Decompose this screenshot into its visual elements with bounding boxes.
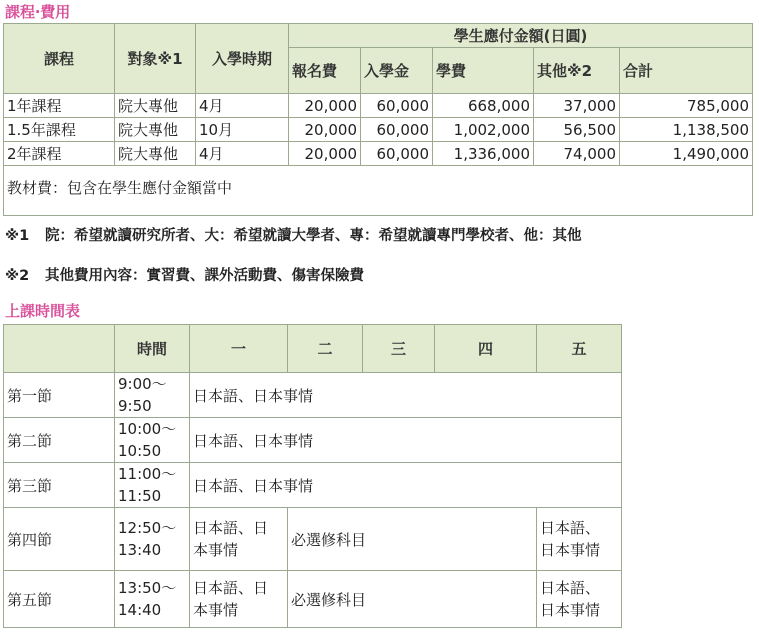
- table-row: [4, 118, 753, 142]
- admission-fee: 60,000: [361, 142, 433, 166]
- mon-subject: [190, 571, 288, 628]
- header-period: [4, 325, 115, 373]
- application-fee: 20,000: [289, 94, 361, 118]
- enroll-month: 4月: [196, 94, 289, 118]
- time-end: 11:50: [118, 487, 162, 505]
- fri-subject: [537, 508, 622, 571]
- subject-line: 日本事情: [540, 601, 601, 619]
- tuition: 1,002,000: [433, 118, 534, 142]
- period-label: 第三節: [4, 463, 115, 508]
- note-1: [5, 227, 582, 245]
- tuition: 668,000: [433, 94, 534, 118]
- header-time: 時間: [115, 325, 190, 373]
- header-admission-fee: 入學金: [361, 48, 433, 94]
- time-end: 13:40: [118, 541, 162, 559]
- total-fee: 1,138,500: [620, 118, 753, 142]
- enroll-month: 10月: [196, 118, 289, 142]
- header-course: 課程: [4, 24, 115, 94]
- header-fri: 五: [537, 325, 622, 373]
- total-fee: 1,490,000: [620, 142, 753, 166]
- target: 院大專他: [115, 94, 196, 118]
- class-subject: 日本語、日本事情: [190, 418, 622, 463]
- table-row: [4, 571, 622, 628]
- course-name: 1.5年課程: [4, 118, 115, 142]
- period-label: 第五節: [4, 571, 115, 628]
- course-name: 1年課程: [4, 94, 115, 118]
- period-time: [115, 418, 190, 463]
- header-other: 其他※2: [534, 48, 620, 94]
- materials-note: 教材費：包含在學生應付金額當中: [4, 166, 753, 216]
- table-row: [4, 373, 622, 418]
- subject-line: 日本語、日: [193, 579, 269, 597]
- other-fee: 37,000: [534, 94, 620, 118]
- note-2: [5, 267, 364, 285]
- table-row: [4, 94, 753, 118]
- note-1-text: 院：希望就讀研究所者、大：希望就讀大學者、專：希望就讀專門學校者、他：其他: [45, 228, 582, 244]
- elective-subject: 必選修科目: [288, 571, 537, 628]
- subject-line: 日本事情: [540, 541, 601, 559]
- table-row: [4, 463, 622, 508]
- subject-line: 日本語、日: [193, 519, 269, 537]
- fees-section-title: 課程‧費用: [5, 3, 71, 21]
- note-2-mark: ※2: [5, 268, 30, 284]
- period-label: 第二節: [4, 418, 115, 463]
- header-application-fee: 報名費: [289, 48, 361, 94]
- mon-subject: [190, 508, 288, 571]
- tuition: 1,336,000: [433, 142, 534, 166]
- header-enroll: 入學時期: [196, 24, 289, 94]
- fri-subject: [537, 571, 622, 628]
- fees-table: [3, 23, 753, 216]
- time-start: 9:00～: [118, 375, 167, 393]
- table-row: [4, 508, 622, 571]
- course-name: 2年課程: [4, 142, 115, 166]
- period-label: 第四節: [4, 508, 115, 571]
- time-start: 10:00～: [118, 420, 177, 438]
- admission-fee: 60,000: [361, 118, 433, 142]
- header-fee-group: 學生應付金額(日圓): [289, 24, 753, 48]
- header-tue: 二: [288, 325, 363, 373]
- note-2-text: 其他費用內容：實習費、課外活動費、傷害保險費: [45, 268, 364, 284]
- application-fee: 20,000: [289, 118, 361, 142]
- time-end: 14:40: [118, 601, 162, 619]
- subject-line: 本事情: [193, 601, 239, 619]
- table-row: [4, 418, 622, 463]
- time-start: 12:50～: [118, 519, 177, 537]
- application-fee: 20,000: [289, 142, 361, 166]
- header-total: 合計: [620, 48, 753, 94]
- total-fee: 785,000: [620, 94, 753, 118]
- subject-line: 日本語、: [540, 579, 601, 597]
- admission-fee: 60,000: [361, 94, 433, 118]
- header-thu: 四: [435, 325, 537, 373]
- table-row: [4, 142, 753, 166]
- header-tuition: 學費: [433, 48, 534, 94]
- other-fee: 56,500: [534, 118, 620, 142]
- time-start: 13:50～: [118, 579, 177, 597]
- enroll-month: 4月: [196, 142, 289, 166]
- period-label: 第一節: [4, 373, 115, 418]
- time-end: 10:50: [118, 442, 162, 460]
- elective-subject: 必選修科目: [288, 508, 537, 571]
- time-end: 9:50: [118, 397, 152, 415]
- period-time: [115, 463, 190, 508]
- note-1-mark: ※1: [5, 228, 30, 244]
- schedule-section-title: 上課時間表: [5, 302, 81, 320]
- other-fee: 74,000: [534, 142, 620, 166]
- target: 院大專他: [115, 142, 196, 166]
- header-mon: 一: [190, 325, 288, 373]
- period-time: [115, 508, 190, 571]
- header-target: 對象※1: [115, 24, 196, 94]
- class-subject: 日本語、日本事情: [190, 463, 622, 508]
- class-subject: 日本語、日本事情: [190, 373, 622, 418]
- schedule-table: [3, 324, 622, 628]
- subject-line: 本事情: [193, 541, 239, 559]
- header-wed: 三: [363, 325, 435, 373]
- subject-line: 日本語、: [540, 519, 601, 537]
- period-time: [115, 373, 190, 418]
- target: 院大專他: [115, 118, 196, 142]
- time-start: 11:00～: [118, 465, 177, 483]
- period-time: [115, 571, 190, 628]
